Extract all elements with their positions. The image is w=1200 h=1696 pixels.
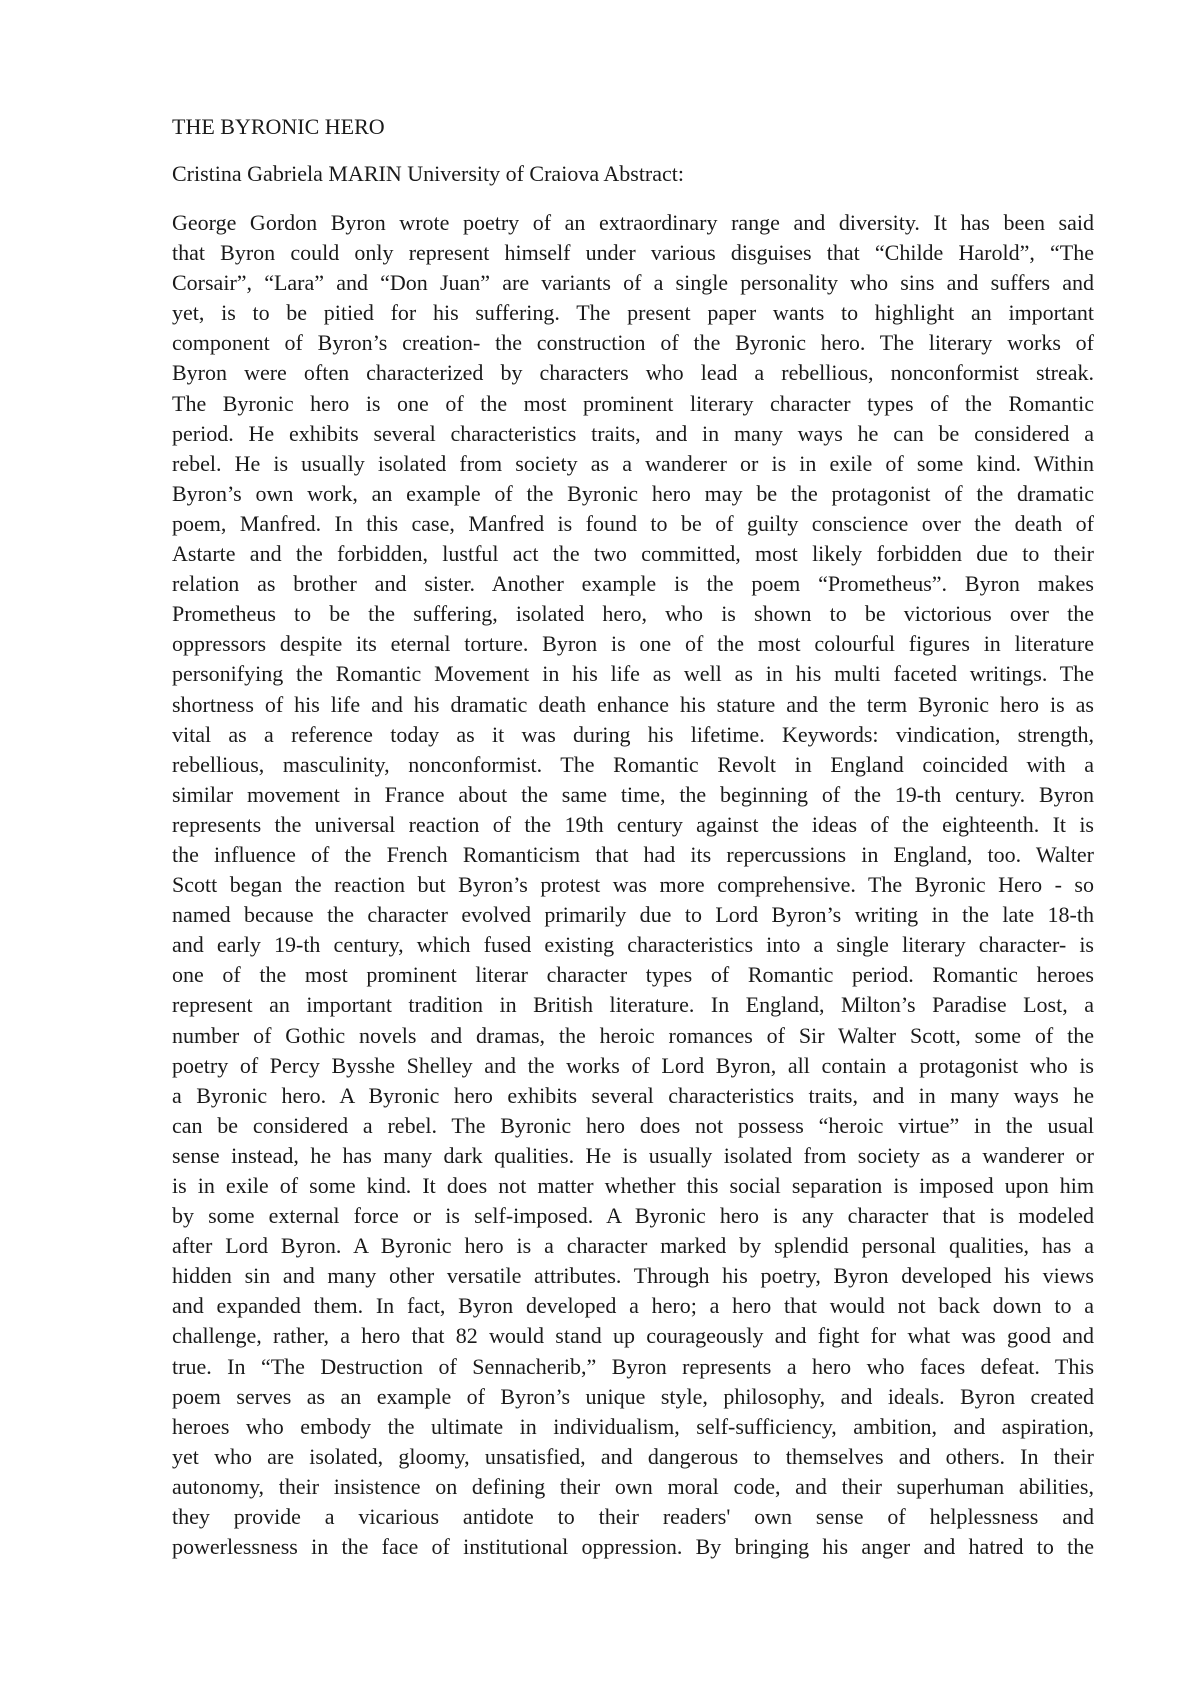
paragraph-line: rebel. He is usually isolated from society as a wanderer or is in exile of some kind. Within bbox=[172, 450, 1094, 476]
paragraph-line: after Lord Byron. A Byronic hero is a character marked by splendid personal qualities, has a bbox=[172, 1233, 1094, 1259]
paragraph-line: rebellious, masculinity, nonconformist. The Romantic Revolt in England coincided with a bbox=[172, 751, 1094, 777]
paragraph-line: shortness of his life and his dramatic death enhance his stature and the term Byronic hero is as bbox=[172, 691, 1094, 717]
paragraph-line: and expanded them. In fact, Byron developed a hero; a hero that would not back down to a bbox=[172, 1293, 1094, 1319]
paragraph-line: can be considered a rebel. The Byronic hero does not possess “heroic virtue” in the usual bbox=[172, 1112, 1094, 1138]
paragraph-line: component of Byron’s creation- the construction of the Byronic hero. The literary works of bbox=[172, 330, 1094, 356]
paragraph-line: Byron were often characterized by characters who lead a rebellious, nonconformist streak. bbox=[172, 360, 1094, 386]
paragraph-line: vital as a reference today as it was during his lifetime. Keywords: vindication, strength, bbox=[172, 721, 1094, 747]
paragraph-line: Scott began the reaction but Byron’s protest was more comprehensive. The Byronic Hero - so bbox=[172, 872, 1094, 898]
paragraph-line: and early 19-th century, which fused existing characteristics into a single literary character- is bbox=[172, 932, 1094, 958]
paragraph-line: heroes who embody the ultimate in individualism, self-sufficiency, ambition, and aspiration, bbox=[172, 1413, 1094, 1439]
paragraph-line: Corsair”, “Lara” and “Don Juan” are variants of a single personality who sins and suffers and bbox=[172, 270, 1094, 296]
paragraph-line: autonomy, their insistence on defining their own moral code, and their superhuman abilities, bbox=[172, 1473, 1094, 1499]
paragraph-line: is in exile of some kind. It does not matter whether this social separation is imposed upon him bbox=[172, 1173, 1094, 1198]
paragraph-line: yet who are isolated, gloomy, unsatisfied, and dangerous to themselves and others. In their bbox=[172, 1443, 1094, 1469]
paragraph-line: represents the universal reaction of the 19th century against the ideas of the eighteenth. It is bbox=[172, 811, 1094, 837]
paragraph-line: similar movement in France about the same time, the beginning of the 19-th century. Byron bbox=[172, 781, 1094, 807]
paragraph-line: relation as brother and sister. Another example is the poem “Prometheus”. Byron makes bbox=[172, 571, 1094, 597]
paragraph-line: poem, Manfred. In this case, Manfred is found to be of guilty conscience over the death of bbox=[172, 510, 1094, 536]
paragraph-line: poem serves as an example of Byron’s unique style, philosophy, and ideals. Byron created bbox=[172, 1383, 1094, 1409]
paragraph-line: true. In “The Destruction of Sennacherib,” Byron represents a hero who faces defeat. This bbox=[172, 1353, 1094, 1379]
paragraph-line: powerlessness in the face of institutional oppression. By bringing his anger and hatred to the bbox=[172, 1534, 1094, 1560]
paragraph-line: by some external force or is self-imposed. A Byronic hero is any character that is modeled bbox=[172, 1203, 1094, 1229]
paragraph-line: Prometheus to be the suffering, isolated hero, who is shown to be victorious over the bbox=[172, 601, 1094, 627]
paragraph-line: number of Gothic novels and dramas, the heroic romances of Sir Walter Scott, some of the bbox=[172, 1022, 1094, 1048]
paragraph-line: personifying the Romantic Movement in his life as well as in his multi faceted writings. The bbox=[172, 661, 1094, 687]
paragraph-line: named because the character evolved primarily due to Lord Byron’s writing in the late 18-th bbox=[172, 902, 1094, 928]
paragraph-line: Astarte and the forbidden, lustful act the two committed, most likely forbidden due to their bbox=[172, 541, 1094, 567]
paragraph-line: challenge, rather, a hero that 82 would stand up courageously and fight for what was good and bbox=[172, 1323, 1094, 1349]
paragraph-line: oppressors despite its eternal torture. Byron is one of the most colourful figures in literature bbox=[172, 631, 1094, 657]
document-title: THE BYRONIC HERO bbox=[172, 114, 385, 139]
paragraph-line: hidden sin and many other versatile attributes. Through his poetry, Byron developed his views bbox=[172, 1263, 1094, 1289]
paragraph-line: sense instead, he has many dark qualities. He is usually isolated from society as a wanderer or bbox=[172, 1142, 1094, 1168]
paragraph-line: a Byronic hero. A Byronic hero exhibits several characteristics traits, and in many ways he bbox=[172, 1082, 1094, 1108]
paragraph-line: that Byron could only represent himself under various disguises that “Childe Harold”, “The bbox=[172, 240, 1094, 266]
paragraph-line: poetry of Percy Bysshe Shelley and the works of Lord Byron, all contain a protagonist who is bbox=[172, 1052, 1094, 1078]
paragraph-line: the influence of the French Romanticism that had its repercussions in England, too. Walter bbox=[172, 841, 1094, 867]
paragraph-line: The Byronic hero is one of the most prominent literary character types of the Romantic bbox=[172, 390, 1094, 416]
paragraph-line: one of the most prominent literar character types of Romantic period. Romantic heroes bbox=[172, 962, 1094, 988]
paragraph-line: period. He exhibits several characteristics traits, and in many ways he can be considered a bbox=[172, 420, 1094, 446]
document-body bbox=[172, 112, 1094, 1562]
paragraph-line: George Gordon Byron wrote poetry of an extraordinary range and diversity. It has been said bbox=[172, 210, 1094, 235]
paragraph-line: represent an important tradition in British literature. In England, Milton’s Paradise Lost, a bbox=[172, 992, 1094, 1018]
paragraph-line: they provide a vicarious antidote to their readers' own sense of helplessness and bbox=[172, 1504, 1094, 1530]
paragraph-line: yet, is to be pitied for his suffering. The present paper wants to highlight an important bbox=[172, 300, 1094, 326]
paragraph-line: Byron’s own work, an example of the Byronic hero may be the protagonist of the dramatic bbox=[172, 480, 1094, 506]
abstract-paragraph bbox=[172, 208, 1094, 1562]
author-affiliation-line: Cristina Gabriela MARIN University of Craiova Abstract: bbox=[172, 161, 685, 186]
